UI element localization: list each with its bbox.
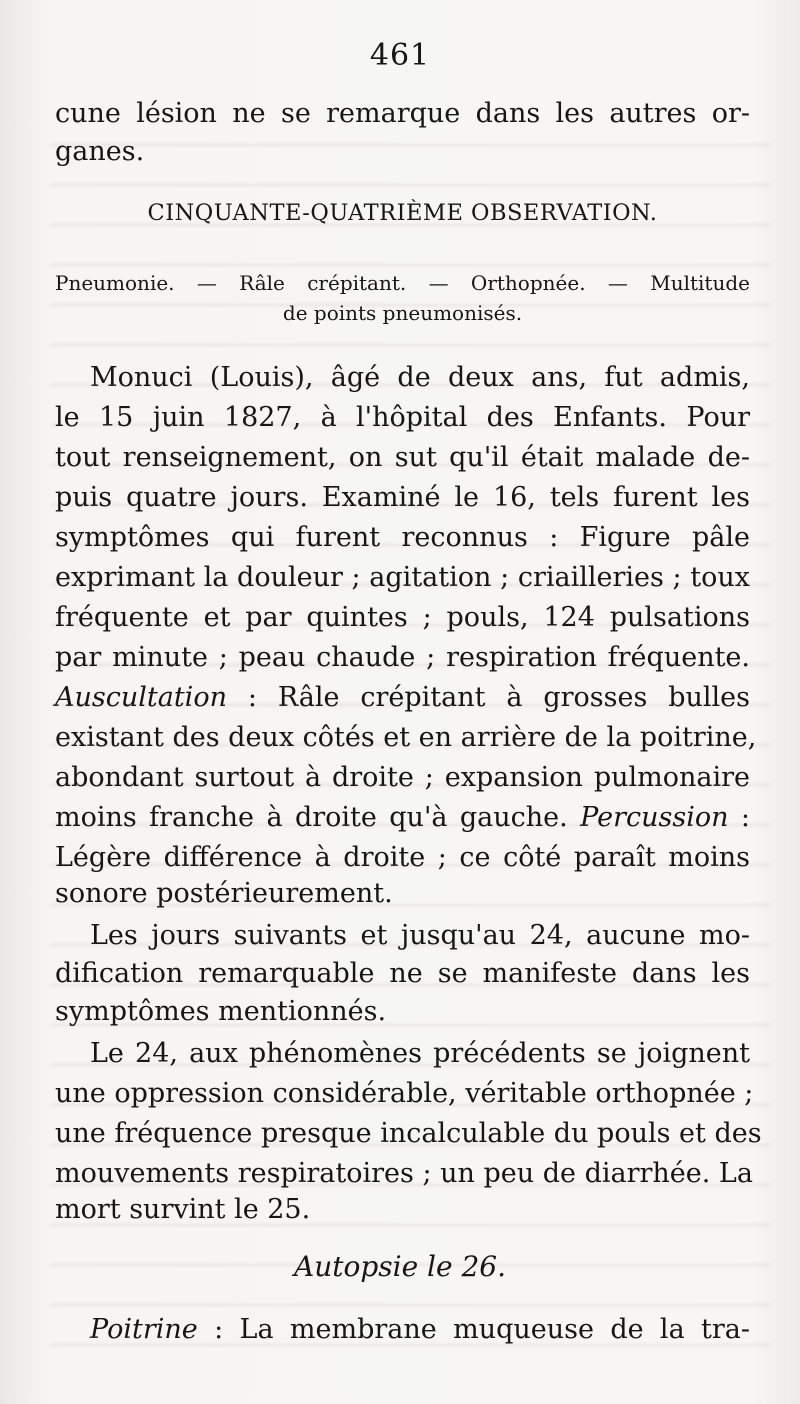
auscultation-text: : Râle crépitant à grosses bulles	[226, 682, 750, 713]
final-line	[55, 1314, 750, 1346]
percussion-post-text: :	[728, 802, 750, 833]
body-line: une fréquence presque incalculable du pouls et des	[55, 1118, 762, 1149]
carryover-line-2: ganes.	[55, 136, 145, 167]
body-line: Les jours suivants et jusqu'au 24, aucune mo-	[90, 920, 750, 951]
body-line: sonore postérieurement.	[55, 878, 393, 909]
body-line: abondant surtout à droite ; expansion pulmonaire	[55, 762, 750, 793]
body-line: tout renseignement, on sut qu'il était malade de-	[55, 442, 750, 473]
percussion-line	[55, 802, 750, 834]
poitrine-label: Poitrine	[90, 1314, 198, 1345]
percussion-pre-text: moins franche à droite qu'à gauche.	[55, 802, 581, 833]
body-line: existant des deux côtés et en arrière de la poitrine,	[55, 722, 757, 753]
body-line: Monuci (Louis), âgé de deux ans, fut admis,	[90, 362, 750, 393]
body-line: Le 24, aux phénomènes précédents se joignent	[90, 1038, 750, 1069]
summary-line-2: de points pneumonisés.	[282, 301, 523, 325]
body-line: mort survint le 25.	[55, 1194, 311, 1225]
percussion-label: Percussion	[580, 802, 729, 833]
observation-heading: CINQUANTE-QUATRIÈME OBSERVATION.	[147, 200, 658, 226]
body-line: symptômes mentionnés.	[55, 996, 387, 1027]
body-line: symptômes qui furent reconnus : Figure pâle	[55, 522, 750, 553]
body-line: mouvements respiratoires ; un peu de diarrhée. La	[55, 1158, 753, 1189]
auscultation-line	[55, 682, 750, 714]
final-text: : La membrane muqueuse de la tra-	[197, 1314, 750, 1345]
page-number: 461	[369, 38, 431, 73]
body-line: puis quatre jours. Examiné le 16, tels furent les	[55, 482, 750, 513]
summary-line-1: Pneumonie. — Râle crépitant. — Orthopnée. — Multitude	[55, 271, 750, 295]
body-line: Légère différence à droite ; ce côté paraît moins	[55, 842, 750, 873]
body-line: une oppression considérable, véritable orthopnée ;	[55, 1078, 754, 1109]
body-line: le 15 juin 1827, à l'hôpital des Enfants. Pour	[55, 402, 750, 433]
carryover-line-1: cune lésion ne se remarque dans les autres or-	[55, 98, 750, 129]
autopsy-heading: Autopsie le 26.	[293, 1250, 507, 1283]
body-line: fréquente et par quintes ; pouls, 124 pulsations	[55, 602, 750, 633]
auscultation-label: Auscultation	[55, 682, 227, 713]
body-line: exprimant la douleur ; agitation ; criailleries ; toux	[55, 562, 750, 593]
body-line: dification remarquable ne se manifeste dans les	[55, 958, 750, 989]
body-line: par minute ; peau chaude ; respiration fréquente.	[55, 642, 750, 673]
